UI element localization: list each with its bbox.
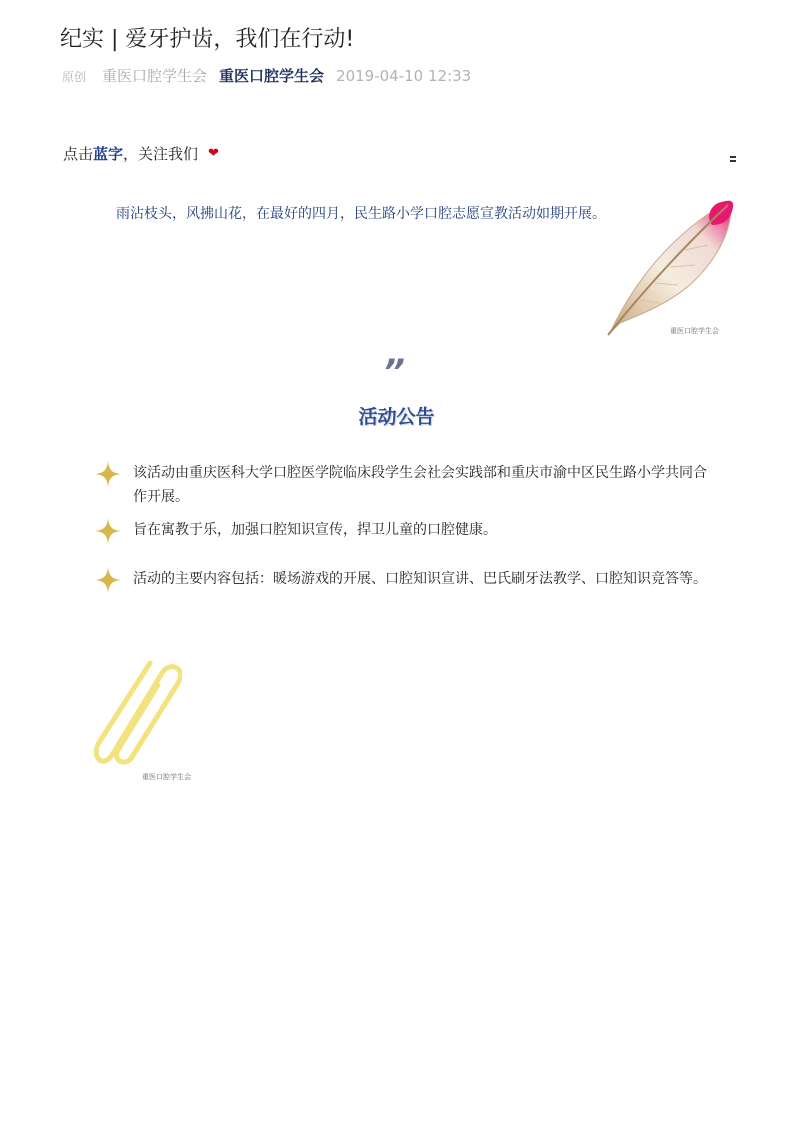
follow-prefix: 点击	[63, 145, 94, 163]
follow-prompt	[63, 143, 219, 164]
follow-suffix: ，关注我们	[123, 145, 199, 163]
article-title: 纪实 | 爱牙护齿，我们在行动!	[60, 27, 355, 52]
list-item-text: 旨在寓教于乐，加强口腔知识宣传，捍卫儿童的口腔健康。	[133, 522, 497, 538]
feather-icon	[600, 195, 740, 340]
quote-mark-icon: ”	[383, 352, 405, 392]
follow-blue-word[interactable]: 蓝字	[93, 145, 124, 163]
heart-icon: ❤	[208, 146, 219, 161]
account-link[interactable]: 重医口腔学生会	[219, 67, 325, 85]
list-item-text: 该活动由重庆医科大学口腔医学院临床段学生会社会实践部和重庆市渝中区民生路小学共同合作开展。	[133, 465, 707, 505]
publish-datetime: 2019-04-10 12:33	[336, 67, 472, 85]
sparkle-icon	[95, 461, 121, 487]
watermark: 重医口腔学生会	[142, 773, 191, 781]
article-meta	[62, 65, 471, 86]
list-item	[95, 518, 715, 544]
list-item	[95, 461, 715, 509]
sparkle-icon	[95, 518, 121, 544]
paperclip-icon	[92, 655, 182, 775]
list-item-text: 活动的主要内容包括：暖场游戏的开展、口腔知识宣讲、巴氏刷牙法教学、口腔知识竞答等。	[133, 571, 707, 587]
sparkle-icon	[95, 567, 121, 593]
intro-text: 雨沾枝头，风拂山花，在最好的四月，民生路小学口腔志愿宣教活动如期开展。	[116, 206, 606, 222]
account-name: 重医口腔学生会	[102, 67, 208, 85]
list-item	[95, 567, 715, 593]
watermark: 重医口腔学生会	[670, 327, 719, 335]
original-tag: 原创	[62, 70, 87, 84]
section-title: 活动公告	[358, 406, 435, 428]
menu-icon	[730, 156, 736, 164]
